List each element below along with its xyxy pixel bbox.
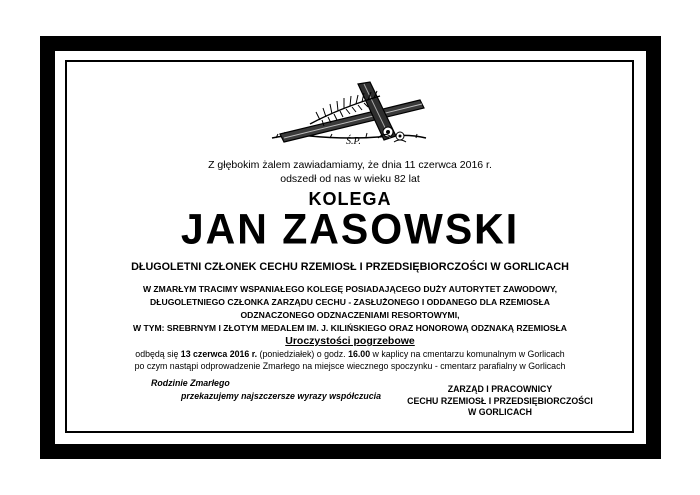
tribute-line-2: DŁUGOLETNIEGO CZŁONKA ZARZĄDU CECHU - ZASŁUŻONEGO I ODDANEGO DLA RZEMIOSŁA (150, 297, 550, 307)
membership-subtitle: DŁUGOLETNI CZŁONEK CECHU RZEMIOSŁ I PRZEDSIĘBIORCZOŚCI W GORLICACH (131, 261, 569, 273)
deceased-name: JAN ZASOWSKI (180, 204, 520, 254)
tribute-line-3: ODZNACZONEGO ODZNACZENIAMI RESORTOWYMI, (240, 310, 460, 320)
intro-line-1: Z głębokim żalem zawiadamiamy, że dnia 11 czerwca 2016 r. (208, 159, 492, 171)
ceremony-heading: Uroczystości pogrzebowe (285, 335, 415, 347)
intro-line-2: odszedł od nas w wieku 82 lat (280, 173, 420, 185)
cross-icon (270, 78, 428, 152)
cross-initials: Ś.P. (346, 136, 361, 147)
ceremony-line-2: po czym nastąpi odprowadzenie Zmarłego na miejsce wiecznego spoczynku - cmentarz parafialny w Gorlicach (134, 361, 566, 371)
family-condolence-line-2: przekazujemy najszczersze wyrazy współczucia (181, 391, 381, 401)
ceremony-line-1: odbędą się 13 czerwca 2016 r. (poniedziałek) o godz. 16.00 w kaplicy na cmentarzu komunalnym w Gorlicach (135, 349, 565, 359)
board-line-1: ZARZĄD I PRACOWNICY (447, 384, 553, 394)
board-line-2: CECHU RZEMIOSŁ I PRZEDSIĘBIORCZOŚCI (407, 395, 593, 406)
family-condolence-line-1: Rodzinie Zmarłego (151, 378, 230, 388)
board-signature (400, 384, 600, 419)
tribute-line-1: W ZMARŁYM TRACIMY WSPANIAŁEGO KOLEGĘ POSIADAJĄCEGO DUŻY AUTORYTET ZAWODOWY, (142, 284, 558, 294)
title-kolega: KOLEGA (308, 189, 392, 209)
tribute-line-4: W TYM: SREBRNYM I ZŁOTYM MEDALEM IM. J. KILIŃSKIEGO ORAZ HONOROWĄ ODZNAKĄ RZEMIOSŁA (133, 323, 567, 333)
board-line-3: W GORLICACH (467, 407, 532, 417)
